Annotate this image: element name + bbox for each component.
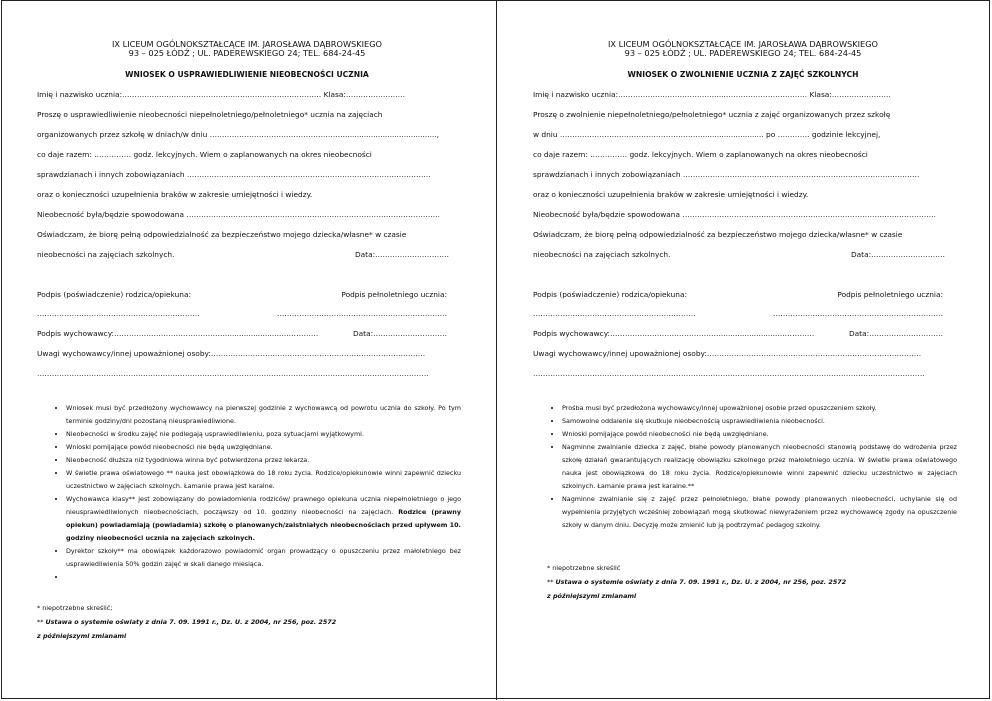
absence-excuse-form	[37, 0, 461, 700]
student-name-field[interactable]: Imię i nazwisko ucznia:……………………………………...……………………………… Klasa:……………………	[37, 90, 406, 99]
footnote-law-text: Ustawa o systemie oświaty z dnia 7. 09. 1991 r., Dz. U. z 2004, nr 256, poz. 2572	[555, 578, 847, 586]
rule-item: • Nieobecność dłuższa niż tygodniowa winna być potwierdzona przez lekarza.	[66, 454, 461, 467]
student-name-field[interactable]: Imię i nazwisko ucznia:………………………………….....…………………………… Klasa:……………………	[533, 90, 891, 99]
parent-signature-field[interactable]: …………………………………………………………	[37, 309, 200, 318]
homeroom-row	[533, 329, 953, 338]
declaration-end	[37, 250, 457, 259]
student-signature-label: Podpis pełnoletniego ucznia:	[837, 290, 943, 299]
rule-item: • Wnioski pomijające powód nieobecności nie będą uwzględniane.	[562, 428, 957, 441]
notes-field[interactable]: Uwagi wychowawcy/innej upoważnionej osoby:……………………………………………………………………………	[37, 349, 426, 358]
date-field[interactable]: Data:…………………………	[354, 250, 449, 259]
school-address: 93 – 025 ŁÓDŹ ; UL. PADEREWSKIEGO 24; TEL. 684-24-45	[624, 48, 862, 58]
signature-labels	[37, 290, 457, 299]
parent-signature-field[interactable]: …………………………………………………………	[533, 309, 696, 318]
form-title: WNIOSEK O USPRAWIEDLIWIENIE NIEOBECNOŚCI UCZNIA	[125, 70, 369, 79]
footnote-strike: * niepotrzebne skreślić	[547, 564, 621, 572]
student-signature-field[interactable]: ……………………………………………………………	[773, 309, 943, 318]
rules-list	[56, 402, 461, 584]
declaration-end-text: nieobecności na zajęciach szkolnych.	[37, 250, 175, 259]
footnote-marker: **	[547, 578, 556, 586]
parent-signature-label: Podpis (poświadczenie) rodzica/opiekuna:	[533, 290, 687, 299]
signature-lines	[533, 309, 953, 318]
notes-line[interactable]: ……………………………………………………………………………………………………………………………………………	[37, 369, 429, 378]
footnote-law-text: Ustawa o systemie oświaty z dnia 7. 09. 1991 r., Dz. U. z 2004, nr 256, poz. 2572	[45, 618, 337, 626]
school-name: IX LICEUM OGÓLNOKSZTAŁCĄCE IM. JAROSŁAWA DĄBROWSKIEGO	[112, 39, 382, 49]
footnote-law	[547, 578, 846, 586]
rule-item: • W świetle prawa oświatowego ** nauka jest obowiązkowa do 18 roku życia. Rodzice/opiekunowie winni zapewnić dziecku uczestnictwo w zajęciach szkolnych. Łamanie prawa jest karalne.	[66, 467, 461, 493]
declaration-end-text: nieobecności na zajęciach szkolnych.	[533, 250, 671, 259]
dates-field[interactable]: organizowanych przez szkołę w dniach/w dniu ………………………………………………........................................,	[37, 130, 439, 139]
homeroom-row	[37, 329, 457, 338]
student-signature-field[interactable]: ……………………………………………………………	[277, 309, 447, 318]
student-signature-label: Podpis pełnoletniego ucznia:	[341, 290, 447, 299]
page-divider	[496, 0, 497, 700]
rule-item: • Nagminne zwalnianie dziecka z zajęć, błahe powody planowanych nieobecności stanowią podstawę do wdrożenia przez szkołę działań gwarantujących realizację obowiązku szkolnego przez małoletniego ucznia. W świetle prawa oświatowego nauka jest obowiązkowa do 18 roku życia. Rodzice/opiekunowie winni zapewnić dziecku uczestnictwo w zajęciach szkolnych. Łamanie prawa jest karalne.**	[562, 441, 957, 493]
footnote-amendments: z późniejszymi zmianami	[37, 632, 127, 640]
school-address: 93 – 025 ŁÓDŹ ; UL. PADEREWSKIEGO 24; TEL. 684-24-45	[128, 48, 366, 58]
rule-text: Wychowawca klasy** jest zobowiązany do powiadomienia rodziców/ prawnego opiekuna ucznia niepełnoletniego o jego nieusprawiedliwionych nieobecnościach, począwszy od 10. godziny nieobecności na zajęciach.	[66, 495, 461, 516]
footnote-strike: * niepotrzebne skreślić;	[37, 604, 113, 612]
reason-field[interactable]: Nieobecność była/będzie spowodowana ………………………………………………………………………………………….	[533, 210, 936, 219]
homeroom-date-field[interactable]: Data:…………………………	[352, 329, 447, 338]
rule-item: • Wniosek musi być przedłożony wychowawcy na pierwszej godzinie z wychowawcą od powrotu ucznia do szkoły. Po tym terminie godziny/dni pozostaną nieusprawiedliwione.	[66, 402, 461, 428]
notes-line[interactable]: ……………………………………………………………………………………………………………………………………………	[533, 369, 925, 378]
form-line: oraz o konieczności uzupełnienia braków w zakresie umiejętności i wiedzy.	[37, 190, 313, 199]
declaration-text: Oświadczam, że biorę pełną odpowiedzialność za bezpieczeństwo mojego dziecka/własne* w czasie	[533, 230, 903, 239]
rules-list	[552, 402, 957, 532]
footnote-law	[37, 618, 336, 626]
rule-item: • Dyrektor szkoły** ma obowiązek każdorazowo powiadomić organ prowadzący o opuszczeniu przez małoletniego bez usprawiedliwienia 50% godzin zajęć w skali danego miesiąca.	[66, 545, 461, 571]
homeroom-signature-field[interactable]: Podpis wychowawcy:………………………………………........................……………	[37, 329, 319, 338]
declaration-text: Oświadczam, że biorę pełną odpowiedzialność za bezpieczeństwo mojego dziecka/własne* w czasie	[37, 230, 407, 239]
form-line: oraz o konieczności uzupełnienia braków w zakresie umiejętności i wiedzy.	[533, 190, 809, 199]
reason-field[interactable]: Nieobecność była/będzie spowodowana ………………………………………………………………………………………….	[37, 210, 440, 219]
form-line: Proszę o usprawiedliwienie nieobecności niepełnoletniego/pełnoletniego* ucznia na zajęciach	[37, 110, 383, 119]
form-title: WNIOSEK O ZWOLNIENIE UCZNIA Z ZAJĘĆ SZKOLNYCH	[627, 70, 859, 79]
release-request-form	[533, 0, 957, 700]
rule-item: • Nieobecności w środku zajęć nie podlegają usprawiedliwieniu, poza sytuacjami wyjątkowymi.	[66, 428, 461, 441]
hours-field[interactable]: co daje razem: …………… godz. lekcyjnych. Wiem o zaplanowanych na okres nieobecności	[37, 150, 372, 159]
footnote-amendments: z późniejszymi zmianami	[547, 592, 637, 600]
declaration-end	[533, 250, 953, 259]
footnote-marker: **	[37, 618, 46, 626]
rule-item: • Prośba musi być przedłożona wychowawcy/innej upoważnionej osobie przed opuszczeniem szkoły.	[562, 402, 957, 415]
rule-bold-text: Rodzice (prawny opiekun) powiadamiają (powiadamia) szkołę o planowanych/zaistniałych nieobecnościach przed upływem 10. godziny nieobecności ucznia na zajęciach szkolnych.	[66, 508, 461, 542]
form-line: Proszę o zwolnienie niepełnoletniego/pełnoletniego* ucznia z zajęć organizowanych przez szkołę	[533, 110, 891, 119]
school-name: IX LICEUM OGÓLNOKSZTAŁCĄCE IM. JAROSŁAWA DĄBROWSKIEGO	[608, 39, 878, 49]
signature-lines	[37, 309, 457, 318]
obligations-field[interactable]: sprawdzianach i innych zobowiązaniach ……………………………………………………………………………………	[533, 170, 920, 179]
rule-item: • Samowolne oddalenie się skutkuje nieobecnością usprawiedliwienia nieobecności.	[562, 415, 957, 428]
rule-item: • Wnioski pomijające powód nieobecności nie będą uwzględniane.	[66, 441, 461, 454]
date-field[interactable]: Data:…………………………	[850, 250, 945, 259]
rule-item	[66, 493, 461, 545]
homeroom-signature-field[interactable]: Podpis wychowawcy:………………………………………........................……………	[533, 329, 815, 338]
hours-field[interactable]: co daje razem: …………… godz. lekcyjnych. Wiem o zaplanowanych na okres nieobecności	[533, 150, 868, 159]
obligations-field[interactable]: sprawdzianach i innych zobowiązaniach ………………………………………………………………………………………	[37, 170, 431, 179]
signature-labels	[533, 290, 953, 299]
notes-field[interactable]: Uwagi wychowawcy/innej upoważnionej osoby:……………………………………………………………………………	[533, 349, 922, 358]
homeroom-date-field[interactable]: Data:…………………………	[848, 329, 943, 338]
date-hour-field[interactable]: w dniu …………………………………………………........................... po …………. godzinie lekcyjnej,	[533, 130, 881, 139]
parent-signature-label: Podpis (poświadczenie) rodzica/opiekuna:	[37, 290, 191, 299]
rule-item: • Nagminne zwalnianie się z zajęć przez pełnoletniego, błahe powody planowanych nieobecności, uchylanie się od wypełnienia przyjętych wcześniej zobowiązań mogą skutkować niewyrażeniem przez wychowawcę zgody na opuszczenie szkoły w danym dniu. Decyzję może zmienić lub ją podtrzymać pedagog szkolny.	[562, 493, 957, 532]
rule-item	[66, 571, 461, 584]
